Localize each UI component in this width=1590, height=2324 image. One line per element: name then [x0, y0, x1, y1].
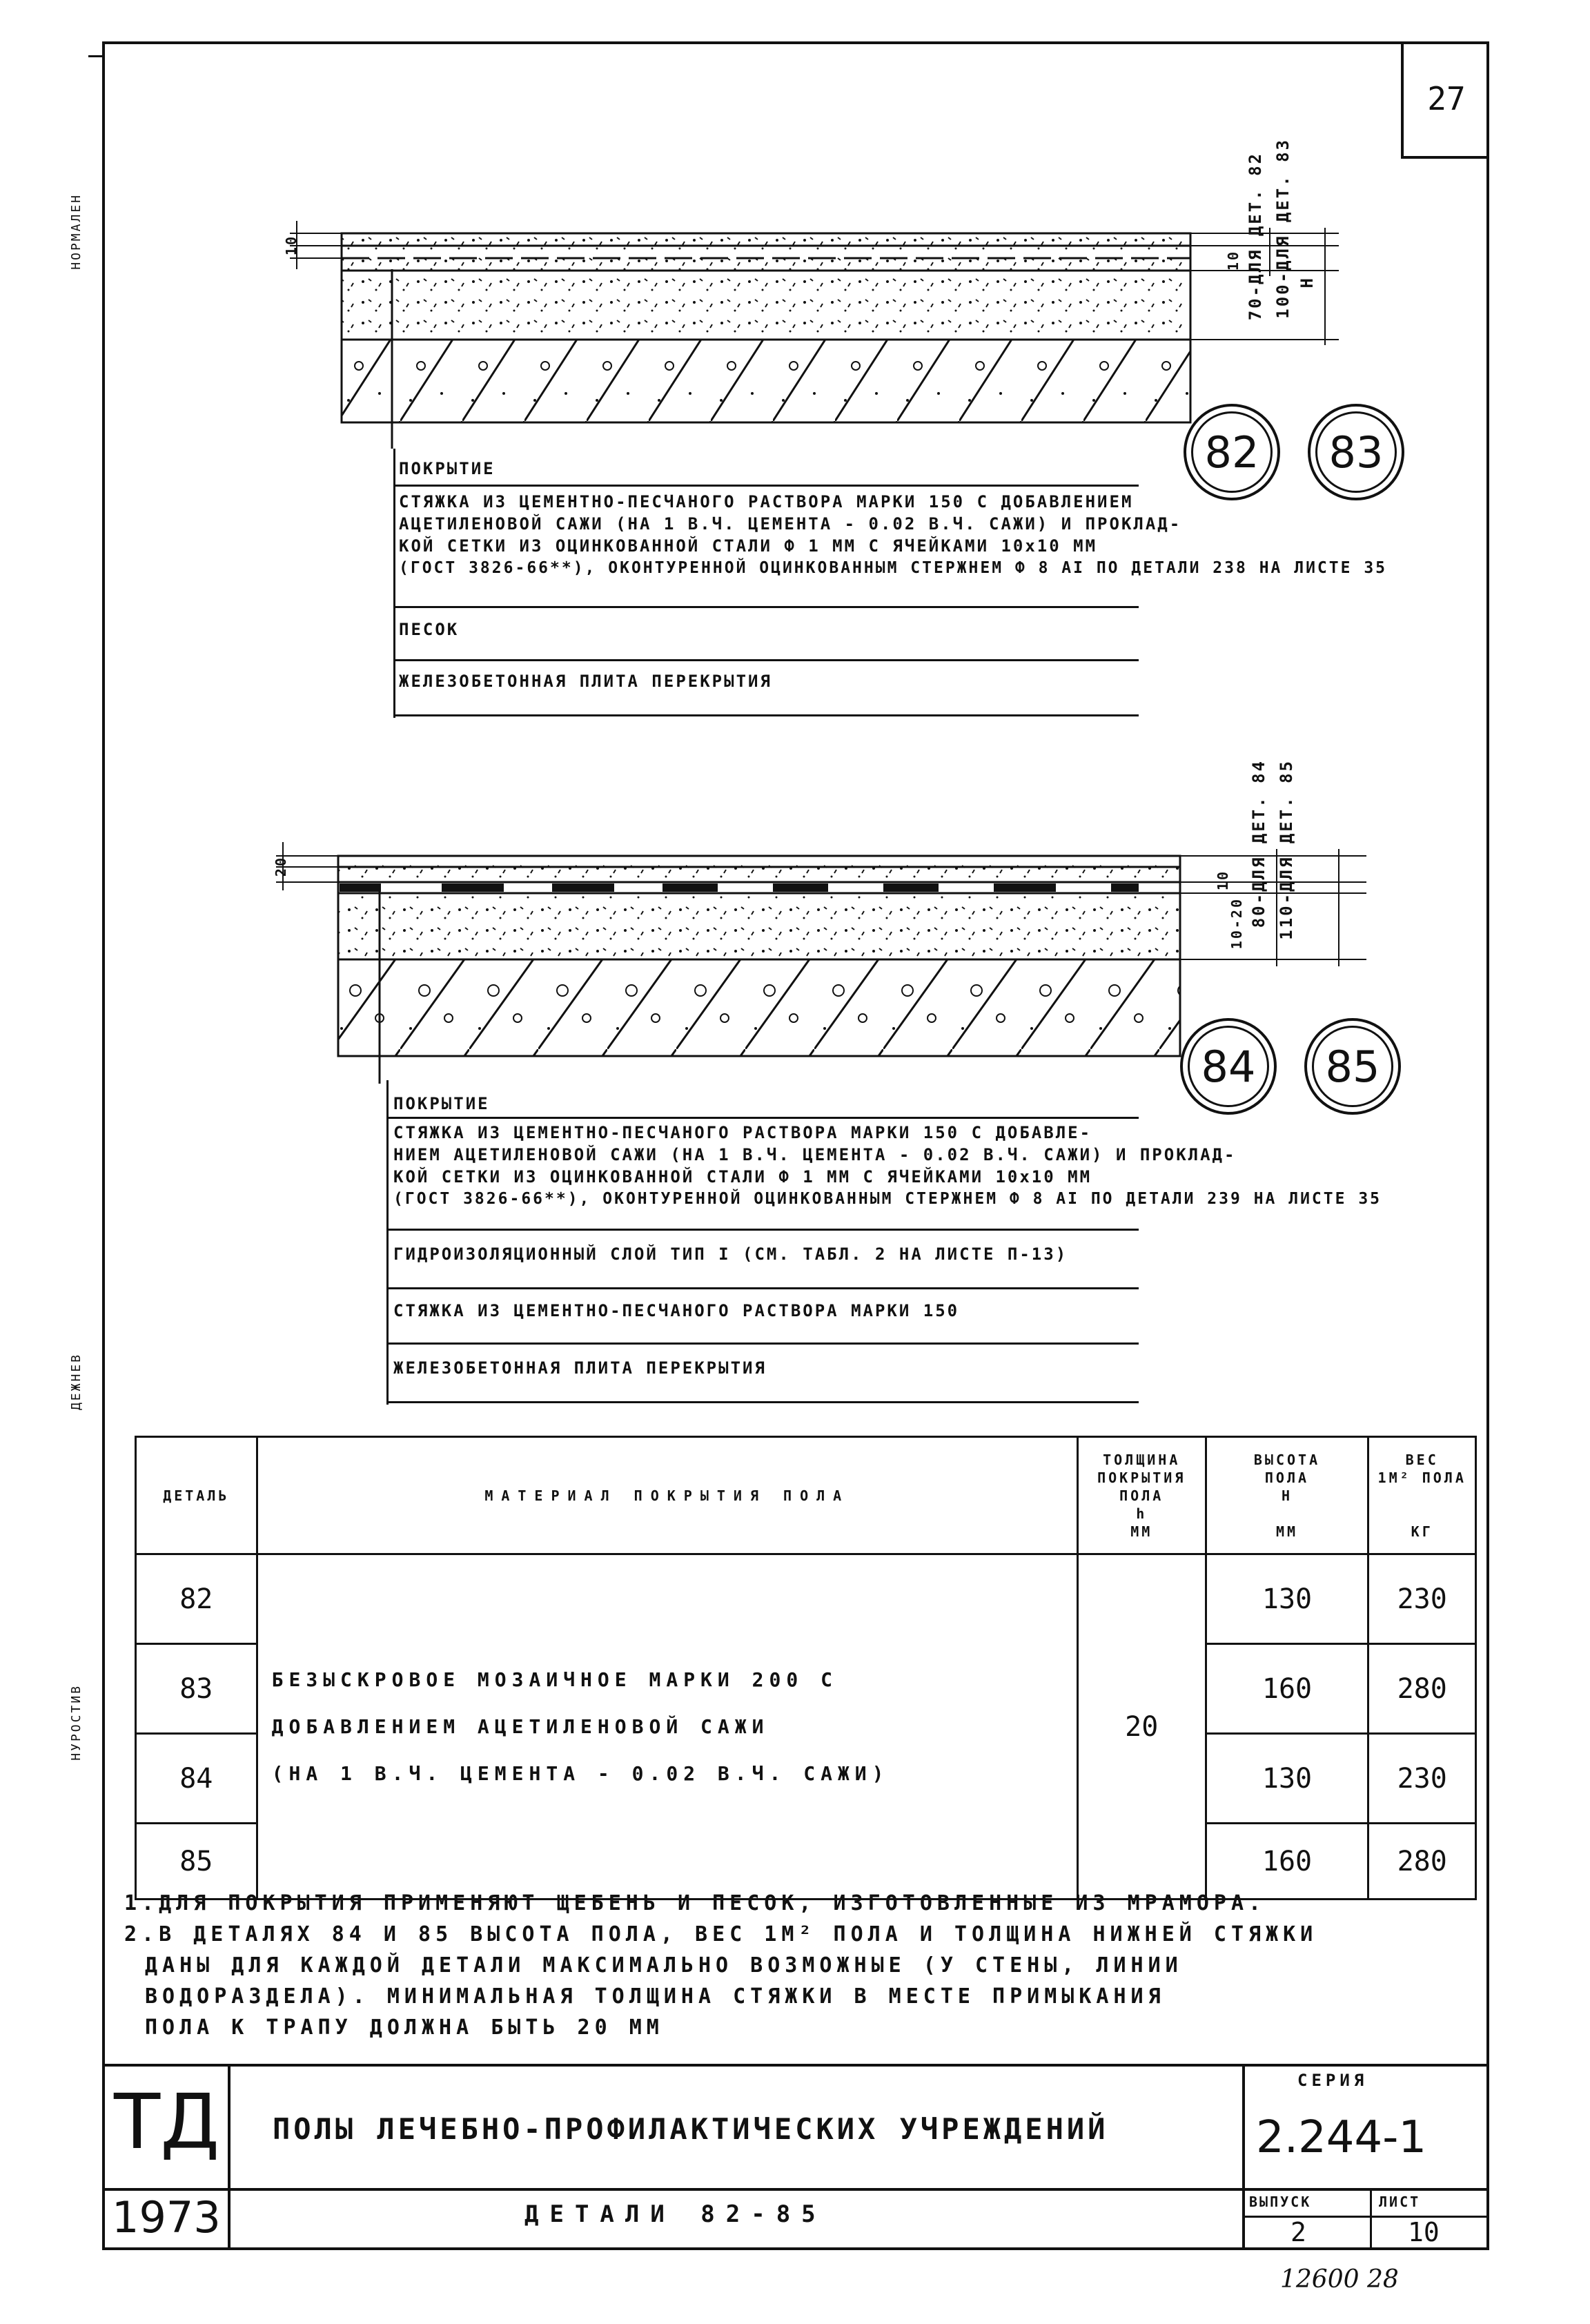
dim-right-1b: 100-ДЛЯ ДЕТ. 83 [1273, 138, 1293, 319]
layer-divider [393, 606, 1139, 608]
dim-h2-2: 10 [1215, 870, 1231, 891]
note-5: ПОЛА К ТРАПУ ДОЛЖНА БЫТЬ 20 ММ [145, 2015, 664, 2040]
layer-1-slab: ЖЕЛЕЗОБЕТОННАЯ ПЛИТА ПЕРЕКРЫТИЯ [399, 672, 772, 691]
tb-divider [1370, 2188, 1372, 2250]
dim-right-1c: H [1297, 276, 1317, 289]
tb-divider [102, 2188, 1489, 2191]
row-height: 130 [1206, 1554, 1368, 1644]
leader-line [393, 449, 395, 718]
material-description: БЕЗЫСКРОВОЕ МОЗАИЧНОЕ МАРКИ 200 С ДОБАВЛЕНИЕМ АЦЕТИЛЕНОВОЙ САЖИ (НА 1 В.Ч. ЦЕМЕНТА - 0.02 В.Ч. САЖИ) [257, 1554, 1077, 1900]
series-value: 2.244-1 [1256, 2112, 1427, 2163]
layer-2-slab: ЖЕЛЕЗОБЕТОННАЯ ПЛИТА ПЕРЕКРЫТИЯ [393, 1358, 767, 1378]
side-label-3: НУРОСТИВ [69, 1684, 84, 1761]
header-height: ВЫСОТА ПОЛА H ММ [1206, 1437, 1368, 1554]
row-weight: 280 [1368, 1824, 1476, 1900]
detail-marker-85: 85 [1304, 1018, 1401, 1115]
side-label-1: НОРМАЛЕН [69, 193, 84, 270]
header-thickness: ТОЛЩИНА ПОКРЫТИЯ ПОЛА h ММ [1077, 1437, 1206, 1554]
layer-2-screed: СТЯЖКА ИЗ ЦЕМЕНТНО-ПЕСЧАНОГО РАСТВОРА МАРКИ 150 [393, 1301, 960, 1320]
side-label-2: ДЕЖНЕВ [69, 1353, 84, 1411]
dim-right-2a: 80-ДЛЯ ДЕТ. 84 [1249, 759, 1268, 928]
row-weight: 280 [1368, 1644, 1476, 1734]
note-3: ДАНЫ ДЛЯ КАЖДОЙ ДЕТАЛИ МАКСИМАЛЬНО ВОЗМОЖНЫЕ (У СТЕНЫ, ЛИНИИ [145, 1953, 1183, 1978]
layer-divider [393, 714, 1139, 716]
sheet-value: 10 [1408, 2217, 1440, 2247]
tb-divider [1242, 2216, 1489, 2218]
thickness-value: 20 [1077, 1554, 1206, 1900]
layer-1-line2: АЦЕТИЛЕНОВОЙ САЖИ (НА 1 В.Ч. ЦЕМЕНТА - 0.02 В.Ч. САЖИ) И ПРОКЛАД- [399, 514, 1182, 534]
row-height: 160 [1206, 1824, 1368, 1900]
row-detail: 84 [136, 1734, 257, 1824]
layer-divider [386, 1229, 1139, 1231]
detail-marker-82: 82 [1184, 404, 1280, 500]
layer-divider [393, 659, 1139, 661]
leader-line [386, 1080, 389, 1405]
row-height: 130 [1206, 1734, 1368, 1824]
layer-divider [386, 1401, 1139, 1403]
row-weight: 230 [1368, 1734, 1476, 1824]
org-mark: ТД [114, 2078, 220, 2166]
header-material: МАТЕРИАЛ ПОКРЫТИЯ ПОЛА [257, 1437, 1077, 1554]
note-4: ВОДОРАЗДЕЛА). МИНИМАЛЬНАЯ ТОЛЩИНА СТЯЖКИ В МЕСТЕ ПРИМЫКАНИЯ [145, 1984, 1166, 2009]
issue-value: 2 [1290, 2217, 1306, 2247]
row-detail: 83 [136, 1644, 257, 1734]
tb-divider [1242, 2064, 1245, 2250]
layer-divider [386, 1287, 1139, 1289]
detail-marker-84: 84 [1180, 1018, 1277, 1115]
layer-2-line4: (ГОСТ 3826-66**), ОКОНТУРЕННОЙ ОЦИНКОВАННЫМ СТЕРЖНЕМ Ф 8 АI ПО ДЕТАЛИ 239 НА ЛИСТЕ 35 [393, 1190, 1382, 1208]
row-height: 160 [1206, 1644, 1368, 1734]
layer-1-sand: ПЕСОК [399, 620, 460, 639]
layer-divider [393, 485, 1139, 487]
layer-2-waterproof: ГИДРОИЗОЛЯЦИОННЫЙ СЛОЙ ТИП I (СМ. ТАБЛ. 2 НА ЛИСТЕ П-13) [393, 1244, 1068, 1264]
row-detail: 82 [136, 1554, 257, 1644]
dim-right-1a: 70-ДЛЯ ДЕТ. 82 [1246, 152, 1265, 321]
materials-table [135, 1436, 1477, 1900]
layer-1-line4: (ГОСТ 3826-66**), ОКОНТУРЕННОЙ ОЦИНКОВАННЫМ СТЕРЖНЕМ Ф 8 АI ПО ДЕТАЛИ 238 НА ЛИСТЕ 35 [399, 559, 1388, 577]
row-weight: 230 [1368, 1554, 1476, 1644]
dim-h-1: 10 [283, 235, 300, 256]
archive-stamp: 12600 28 [1280, 2265, 1399, 2294]
drawing-subtitle: ДЕТАЛИ 82-85 [524, 2200, 827, 2228]
header-detail: ДЕТАЛЬ [136, 1437, 257, 1554]
sheet-label: ЛИСТ [1379, 2194, 1421, 2210]
layer-divider [386, 1117, 1139, 1119]
dim-right-2c: 10-20 [1228, 897, 1245, 950]
tb-divider [228, 2064, 230, 2250]
dim-right-2b: 110-ДЛЯ ДЕТ. 85 [1277, 759, 1296, 940]
row-detail: 85 [136, 1824, 257, 1900]
series-label: СЕРИЯ [1297, 2071, 1368, 2090]
layer-1-line1: СТЯЖКА ИЗ ЦЕМЕНТНО-ПЕСЧАНОГО РАСТВОРА МАРКИ 150 С ДОБАВЛЕНИЕМ [399, 492, 1134, 511]
sheet-number: 27 [1427, 80, 1466, 117]
layer-1-line3: КОЙ СЕТКИ ИЗ ОЦИНКОВАННОЙ СТАЛИ Ф 1 ММ С ЯЧЕЙКАМИ 10x10 ММ [399, 536, 1098, 556]
layer-2-line3: КОЙ СЕТКИ ИЗ ОЦИНКОВАННОЙ СТАЛИ Ф 1 ММ С ЯЧЕЙКАМИ 10x10 ММ [393, 1167, 1092, 1187]
year: 1973 [112, 2192, 221, 2243]
detail-marker-83: 83 [1308, 404, 1404, 500]
layer-1-title: ПОКРЫТИЕ [399, 459, 495, 478]
dim-h2-1: 10 [1225, 250, 1241, 271]
margin-tick [88, 55, 102, 57]
issue-label: ВЫПУСК [1249, 2194, 1312, 2210]
dim-h-2: 20 [273, 856, 289, 877]
layer-2-title: ПОКРЫТИЕ [393, 1094, 490, 1113]
layer-divider [386, 1342, 1139, 1345]
layer-2-line1: СТЯЖКА ИЗ ЦЕМЕНТНО-ПЕСЧАНОГО РАСТВОРА МАРКИ 150 С ДОБАВЛЕ- [393, 1123, 1092, 1142]
note-2: 2.В ДЕТАЛЯХ 84 И 85 ВЫСОТА ПОЛА, ВЕС 1М² ПОЛА И ТОЛЩИНА НИЖНЕЙ СТЯЖКИ [124, 1922, 1318, 1946]
note-1: 1.ДЛЯ ПОКРЫТИЯ ПРИМЕНЯЮТ ЩЕБЕНЬ И ПЕСОК, ИЗГОТОВЛЕННЫЕ ИЗ МРАМОРА. [124, 1891, 1266, 1915]
layer-2-line2: НИЕМ АЦЕТИЛЕНОВОЙ САЖИ (НА 1 В.Ч. ЦЕМЕНТА - 0.02 В.Ч. САЖИ) И ПРОКЛАД- [393, 1145, 1237, 1164]
drawing-title: ПОЛЫ ЛЕЧЕБНО-ПРОФИЛАКТИЧЕСКИХ УЧРЕЖДЕНИЙ [273, 2112, 1109, 2146]
section-84-85-drawing [262, 759, 1449, 1084]
header-weight: ВЕС 1М² ПОЛА КГ [1368, 1437, 1476, 1554]
